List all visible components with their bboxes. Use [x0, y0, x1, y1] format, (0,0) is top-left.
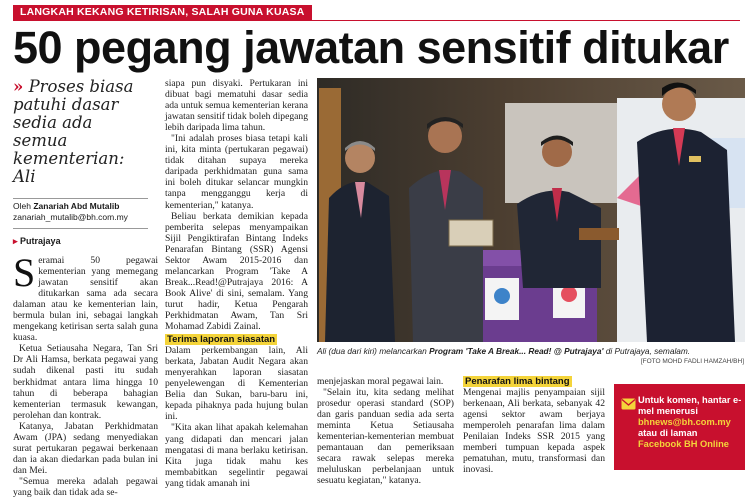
caption-prefix: Ali (dua dari kiri) melancarkan: [317, 346, 430, 356]
article-paragraph: Dalam perkembangan lain, Ali berkata, Jabatan Audit Negara akan menyerahkan laporan siasatan penyelewengan di Kementerian Belia dan Sukan, baru-baru ini, kepada pihaknya pada hujung bulan ini.: [165, 345, 308, 423]
article-column-2: [165, 78, 308, 489]
dateline-place: Putrajaya: [20, 236, 61, 246]
dateline-arrow-icon: ▸: [13, 236, 18, 246]
comment-promo-box: [614, 384, 745, 470]
news-photo-illustration: [317, 78, 745, 342]
article-paragraph: "Selain itu, kita sedang melihat prosedur operasi standard (SOP) dan garis panduan sedia ada serta meminta Ketua Setiausaha kementerian-kementerian membuat pemantauan dan pemeriksaan secara rawak selepas mereka meluluskan perbelanjaan untuk sesuatu kegiatan," katanya.: [317, 387, 454, 487]
photo-caption: [317, 346, 745, 356]
author-name: Zanariah Abd Mutalib: [33, 201, 120, 211]
article-paragraph: siapa pun disyaki. Pertukaran ini dibuat bagi mematuhi dasar sedia ada untuk semua kementerian kerana jawatan sensitif tidak boleh dipegang lebih daripada lima tahun.: [165, 78, 308, 134]
dropcap: S: [13, 250, 36, 295]
photo-credit: [FOTO MOHD FADLI HAMZAH/BH]: [640, 358, 744, 365]
subhead-wrap: [165, 334, 308, 345]
promo-facebook-link[interactable]: Facebook BH Online: [638, 439, 729, 449]
article-paragraph: menjejaskan moral pegawai lain.: [317, 376, 444, 387]
promo-line2: atau di laman: [638, 428, 698, 438]
article-column-3: [317, 376, 454, 486]
news-photo: [317, 78, 745, 342]
section-kicker: LANGKAH KEKANG KETIRISAN, SALAH GUNA KUASA: [13, 5, 312, 20]
byline-top-rule: [13, 198, 148, 199]
kicker-rule: [13, 20, 740, 21]
caption-suffix: di Putrajaya, semalam.: [603, 346, 691, 356]
caption-program: Program 'Take A Break... Read! @ Putrajaya': [429, 346, 604, 356]
article-column-4: [463, 376, 605, 475]
promo-text: [638, 395, 742, 450]
pull-quote: [13, 78, 143, 186]
headline: 50 pegang jawatan sensitif ditukar: [13, 22, 729, 73]
author-email: zanariah_mutalib@bh.com.my: [13, 212, 128, 222]
article-paragraph: Ketua Setiausaha Negara, Tan Sri Dr Ali Hamsa, berkata pegawai yang sudah dikenal pasti itu sudah berkhidmat antara lima hingga 10 tahun di beberapa bahagian kementerian termasuk kewangan, perolehan dan kontrak.: [13, 343, 158, 421]
byline: [13, 201, 148, 223]
article-paragraph: Mengenai majlis penyampaian sijil berkenaan, Ali berkata, sebanyak 42 agensi sektor awam berjaya memperoleh penarafan lima dalam Penilaian Indeks SSR 2015 yang memberi tumpuan kepada aspek pematuhan, mutu, transformasi dan inovasi.: [463, 387, 605, 476]
email-icon: [621, 398, 636, 410]
promo-line1: Untuk komen, hantar e-mel menerusi: [638, 395, 742, 416]
pull-quote-marker: »: [13, 77, 24, 96]
article-column-1: [13, 250, 158, 498]
byline-prefix: Oleh: [13, 201, 34, 211]
byline-bottom-rule: [13, 228, 148, 229]
pull-quote-text: Proses biasa patuhi dasar sedia ada semua kementerian: Ali: [13, 77, 134, 186]
article-paragraph: Beliau berkata demikian kepada pemberita selepas menyampaikan Sijil Pengiktirafan Bintang Indeks Penarafan Bintang (SSR) Agensi Sektor Awam 2015-2016 dan melancarkan Program 'Take A Break...Read!@Putrajaya 2016: A Book Alive' di sini, semalam. Yang turut hadir, Ketua Pengarah Perkhidmatan Awam, Tan Sri Mohamad Zabidi Zainal.: [165, 210, 308, 333]
subhead-wrap: [463, 376, 605, 387]
article-paragraph: Katanya, Jabatan Perkhidmatan Awam (JPA) sedang menyediakan surat pertukaran pegawai berkenaan dan ia akan diedarkan pada bulan ini dan Mei.: [13, 420, 158, 476]
promo-email-link[interactable]: bhnews@bh.com.my: [638, 417, 731, 427]
article-paragraph: "Ini adalah proses biasa tetapi kali ini, kita minta (pertukaran pegawai) tidak ditahan supaya mereka daripada perkhidmatan guna sama ini boleh ditukar selancar mungkin tanpa mengganggu kerja di kementerian," katanya.: [165, 133, 308, 211]
article-paragraph: Seramai 50 pegawai kementerian yang memegang jawatan sensitif akan ditukarkan sama ada secara dalaman atau ke kementerian lain, bermula bulan ini, sebagai langkah mengekang ketirisan serta salah guna kuasa.: [13, 250, 158, 344]
article-paragraph: "Semua mereka adalah pegawai yang baik dan tidak ada se-: [13, 475, 158, 498]
subhead-penarafan: Penarafan lima bintang: [465, 376, 570, 387]
subhead-terima-laporan: Terima laporan siasatan: [167, 334, 276, 346]
article-paragraph: "Kita akan lihat apakah kelemahan yang didapati dan mencari jalan mengatasi di mana berlaku ketirisan. Kita juga tidak mahu kes membabitkan segelintir pegawai yang tidak amanah ini: [165, 422, 308, 489]
dateline: [13, 236, 61, 247]
